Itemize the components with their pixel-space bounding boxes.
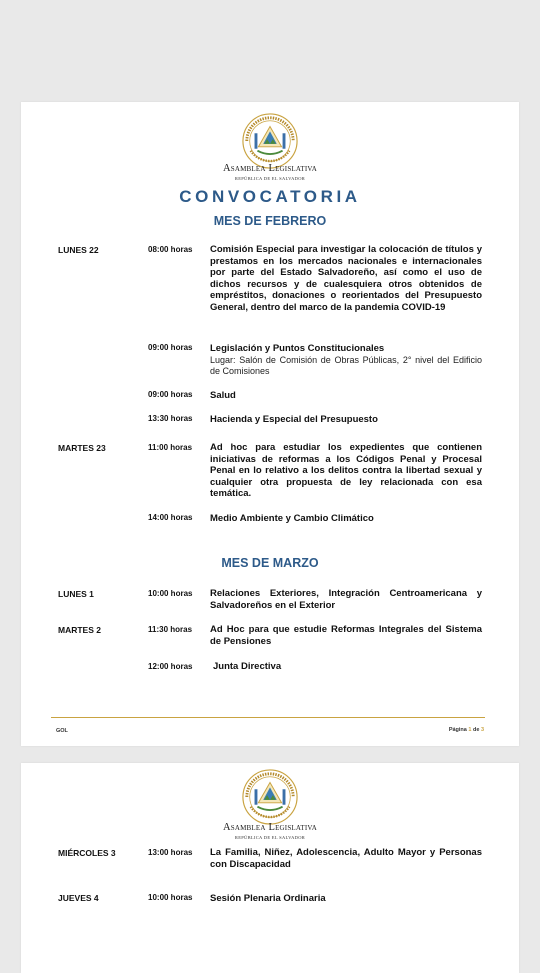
entry-day: JUEVES 4 — [58, 893, 99, 903]
entry-time: 12:00 horas — [148, 662, 193, 671]
national-seal-icon — [241, 768, 299, 826]
entry-time: 09:00 horas — [148, 343, 193, 352]
org-subtitle: REPÚBLICA DE EL SALVADOR — [234, 835, 306, 840]
document-page-2 — [21, 763, 519, 973]
entry-day: MIÉRCOLES 3 — [58, 848, 116, 858]
entry-session: Medio Ambiente y Cambio Climático — [210, 513, 374, 524]
document-page-1 — [21, 102, 519, 746]
entry-time: 11:30 horas — [148, 625, 193, 634]
entry-session: Sesión Plenaria Ordinaria — [210, 893, 326, 904]
month-heading-march: MES DE MARZO — [221, 556, 319, 570]
entry-time: 13:00 horas — [148, 848, 193, 857]
entry-day: LUNES 1 — [58, 589, 94, 599]
entry-time: 09:00 horas — [148, 390, 193, 399]
page-number — [449, 727, 484, 733]
entry-session: La Familia, Niñez, Adolescencia, Adulto Mayor y Personas con Discapacidad — [210, 847, 482, 870]
entry-time: 13:30 horas — [148, 414, 193, 423]
month-heading-february: MES DE FEBRERO — [213, 214, 327, 228]
entry-time: 10:00 horas — [148, 589, 193, 598]
entry-time: 11:00 horas — [148, 443, 193, 452]
entry-session: Salud — [210, 390, 236, 401]
entry-session: Hacienda y Especial del Presupuesto — [210, 414, 378, 425]
footer-divider — [51, 717, 485, 718]
entry-time: 10:00 horas — [148, 893, 193, 902]
entry-session: Relaciones Exteriores, Integración Centroamericana y Salvadoreños en el Exterior — [210, 588, 482, 611]
footer-initials: GOL — [56, 728, 68, 734]
org-subtitle: REPÚBLICA DE EL SALVADOR — [234, 176, 306, 181]
entry-session: Junta Directiva — [213, 661, 282, 672]
page-current: 1 — [468, 727, 472, 733]
entry-day: MARTES 23 — [58, 443, 106, 453]
org-name: Asamblea Legislativa — [223, 163, 317, 174]
entry-session: Legislación y Puntos Constitucionales — [210, 343, 385, 354]
entry-location: Lugar: Salón de Comisión de Obras Públicas, 2° nivel del Edificio de Comisiones — [210, 355, 482, 376]
page-total: 3 — [480, 727, 484, 733]
entry-session: Ad hoc para estudiar los expedientes que contienen iniciativas de reformas a los Códigos Penal y Procesal Penal en lo relativo a los delitos contra la libertad sexual y cualquier otra propuesta de ley relacionada con esa temática. — [210, 442, 482, 499]
entry-time: 14:00 horas — [148, 513, 193, 522]
national-seal-icon — [241, 112, 299, 170]
entry-session: Comisión Especial para investigar la colocación de títulos y prestamos en los mercados nacionales e internacionales por parte del Estado Salvadoreño, así como el uso de dichos recursos y de cualesquiera otros obtenidos de empréstitos, donaciones o reorientados del Presupuesto General, dentro del marco de la pandemia COVID-19 — [210, 244, 482, 313]
entry-time: 08:00 horas — [148, 245, 193, 254]
document-title: CONVOCATORIA — [179, 187, 361, 206]
page-label: Página — [448, 727, 467, 733]
entry-day: MARTES 2 — [58, 625, 101, 635]
page-separator: de — [472, 727, 480, 733]
entry-session: Ad Hoc para que estudie Reformas Integrales del Sistema de Pensiones — [210, 624, 482, 647]
entry-day: LUNES 22 — [58, 245, 99, 255]
org-name: Asamblea Legislativa — [223, 822, 317, 833]
